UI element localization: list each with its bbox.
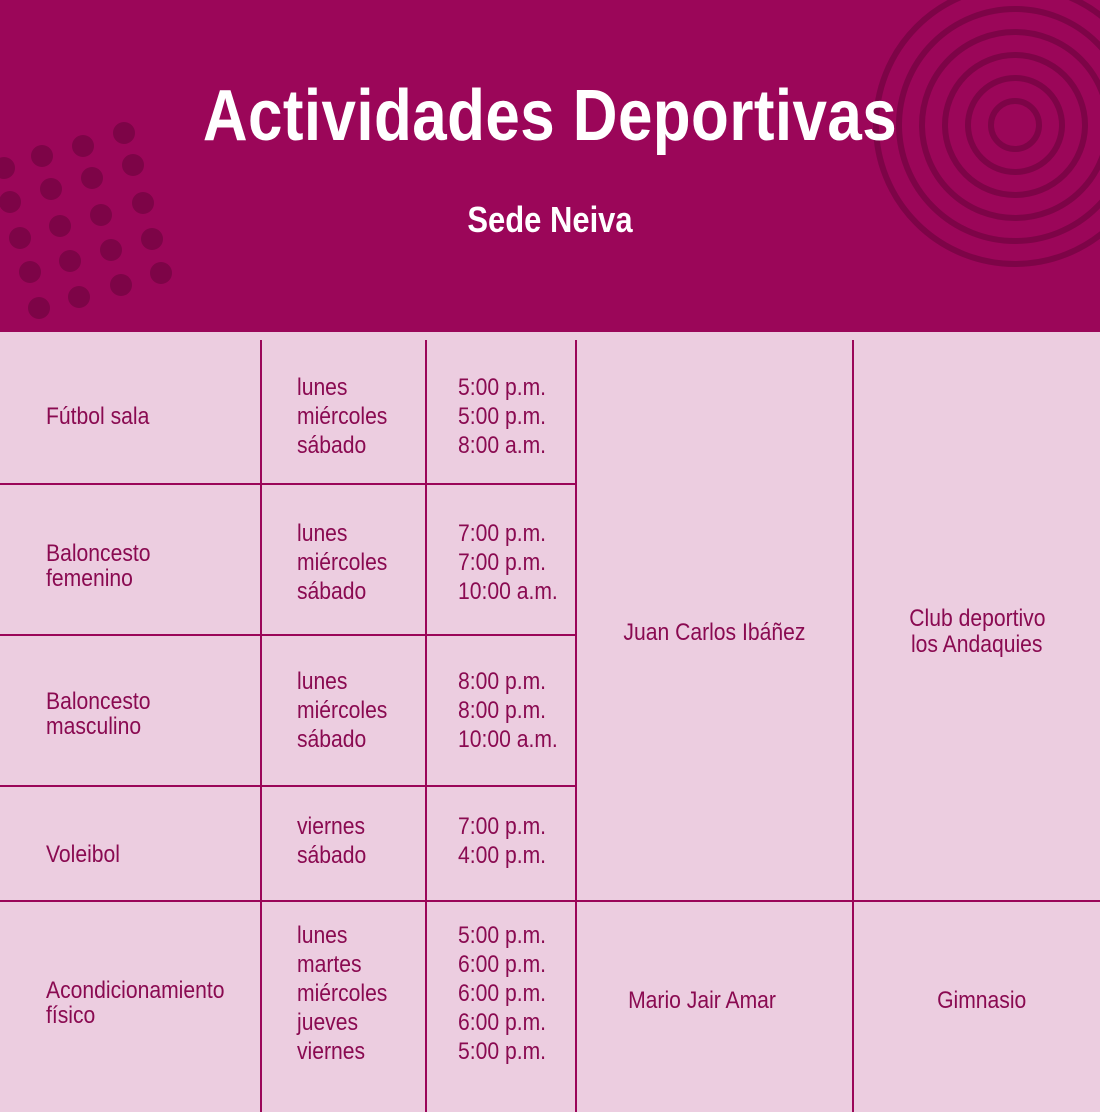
time: 7:00 p.m. bbox=[458, 813, 547, 840]
page-title: Actividades Deportivas bbox=[202, 76, 898, 156]
page-subtitle: Sede Neiva bbox=[467, 199, 633, 240]
time: 8:00 p.m. bbox=[458, 668, 547, 695]
time: 7:00 p.m. bbox=[458, 549, 547, 576]
day: jueves bbox=[297, 1009, 359, 1036]
row-divider bbox=[0, 900, 1100, 902]
activity-cell bbox=[46, 840, 120, 869]
times-cell bbox=[458, 921, 546, 1066]
activity-name: Voleibol bbox=[46, 841, 120, 868]
instructor-name: Juan Carlos Ibáñez bbox=[623, 619, 806, 646]
row-divider bbox=[0, 483, 577, 485]
day: miércoles bbox=[297, 403, 388, 430]
activity-name: Acondicionamiento bbox=[46, 977, 225, 1004]
activity-cell bbox=[46, 978, 224, 1028]
activity-name: físico bbox=[46, 1002, 96, 1029]
day: sábado bbox=[297, 726, 367, 753]
day: lunes bbox=[297, 520, 348, 547]
day: miércoles bbox=[297, 980, 388, 1007]
time: 7:00 p.m. bbox=[458, 520, 547, 547]
location-cell bbox=[854, 988, 1100, 1014]
instructor-cell bbox=[577, 988, 827, 1014]
time: 6:00 p.m. bbox=[458, 951, 547, 978]
time: 5:00 p.m. bbox=[458, 1038, 547, 1065]
day: miércoles bbox=[297, 549, 388, 576]
activity-name: Baloncesto bbox=[46, 688, 151, 715]
time: 6:00 p.m. bbox=[458, 1009, 547, 1036]
day: lunes bbox=[297, 374, 348, 401]
header-banner bbox=[0, 0, 1100, 332]
schedule-table bbox=[0, 332, 1100, 1112]
day: sábado bbox=[297, 842, 367, 869]
day: sábado bbox=[297, 578, 367, 605]
day: viernes bbox=[297, 1038, 366, 1065]
day: miércoles bbox=[297, 697, 388, 724]
time: 10:00 a.m. bbox=[458, 726, 558, 753]
activity-cell bbox=[46, 541, 151, 591]
time: 5:00 p.m. bbox=[458, 922, 547, 949]
activity-cell bbox=[46, 402, 149, 431]
time: 6:00 p.m. bbox=[458, 980, 547, 1007]
decorative-pattern bbox=[0, 0, 1100, 332]
times-cell bbox=[458, 373, 546, 460]
location-name: Club deportivo bbox=[908, 605, 1046, 632]
time: 10:00 a.m. bbox=[458, 578, 558, 605]
activity-name: masculino bbox=[46, 713, 142, 740]
times-cell bbox=[458, 667, 558, 754]
instructor-name: Mario Jair Amar bbox=[628, 987, 776, 1014]
days-cell bbox=[297, 667, 387, 754]
day: martes bbox=[297, 951, 362, 978]
days-cell bbox=[297, 812, 366, 870]
column-divider bbox=[425, 340, 427, 1112]
times-cell bbox=[458, 812, 546, 870]
day: sábado bbox=[297, 432, 367, 459]
time: 4:00 p.m. bbox=[458, 842, 547, 869]
day: lunes bbox=[297, 922, 348, 949]
time: 5:00 p.m. bbox=[458, 403, 547, 430]
row-divider bbox=[0, 785, 577, 787]
time: 8:00 p.m. bbox=[458, 697, 547, 724]
row-divider bbox=[0, 634, 577, 636]
day: viernes bbox=[297, 813, 366, 840]
column-divider bbox=[260, 340, 262, 1112]
location-name: los Andaquies bbox=[911, 631, 1043, 658]
activity-cell bbox=[46, 689, 151, 739]
day: lunes bbox=[297, 668, 348, 695]
days-cell bbox=[297, 519, 387, 606]
location-cell bbox=[854, 606, 1100, 658]
days-cell bbox=[297, 373, 387, 460]
times-cell bbox=[458, 519, 558, 606]
time: 5:00 p.m. bbox=[458, 374, 547, 401]
time: 8:00 a.m. bbox=[458, 432, 547, 459]
days-cell bbox=[297, 921, 387, 1066]
location-name: Gimnasio bbox=[937, 987, 1027, 1014]
instructor-cell bbox=[577, 620, 852, 646]
activity-name: Fútbol sala bbox=[46, 403, 150, 430]
activity-name: femenino bbox=[46, 565, 133, 592]
activity-name: Baloncesto bbox=[46, 540, 151, 567]
